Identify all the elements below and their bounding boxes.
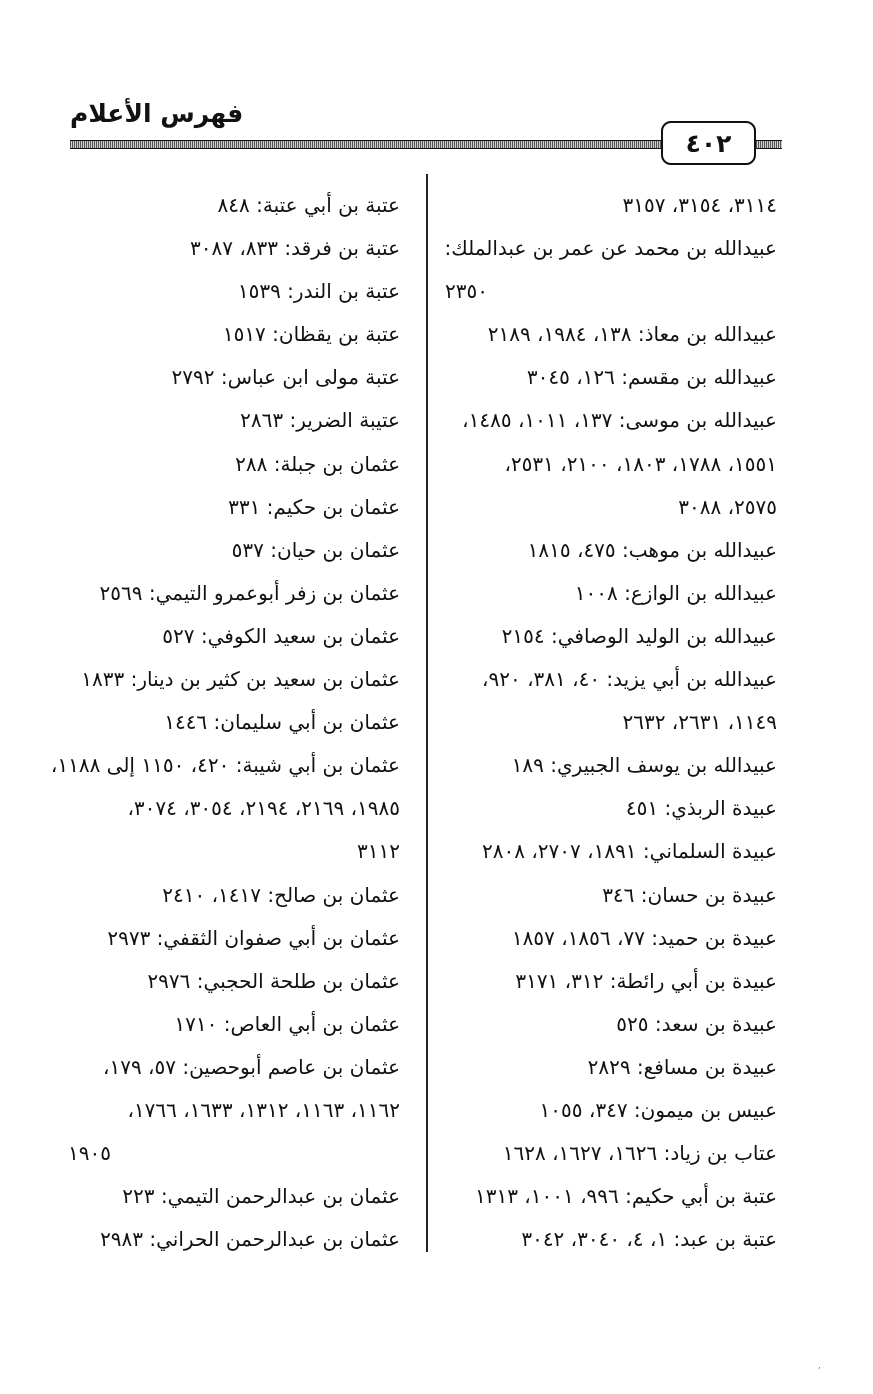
column-divider bbox=[426, 174, 428, 1252]
index-entry-continuation: ١٩٨٥، ٢١٦٩، ٢١٩٤، ٣٠٥٤، ٣٠٧٤، bbox=[127, 796, 400, 821]
index-entry: عثمان بن حكيم: ٣٣١ bbox=[228, 494, 400, 519]
index-entry-continuation: ١١٤٩، ٢٦٣١، ٢٦٣٢ bbox=[622, 710, 777, 735]
index-entry: عتيبة الضرير: ٢٨٦٣ bbox=[240, 408, 400, 433]
index-entry: عبيدالله بن الوازع: ١٠٠٨ bbox=[574, 580, 777, 605]
index-entry: عثمان بن عاصم أبوحصين: ٥٧، ١٧٩، bbox=[102, 1054, 400, 1079]
index-entry: عثمان بن عبدالرحمن التيمي: ٢٢٣ bbox=[122, 1184, 400, 1209]
index-entry: عبيدة بن سعد: ٥٢٥ bbox=[616, 1011, 777, 1036]
index-entry: ٣١١٤، ٣١٥٤، ٣١٥٧ bbox=[622, 193, 777, 217]
index-entry: عثمان بن أبي صفوان الثقفي: ٢٩٧٣ bbox=[107, 925, 400, 950]
index-entry: عبيدالله بن محمد عن عمر بن عبدالملك: bbox=[444, 236, 777, 261]
index-entry: عتبة بن عبد: ١، ٤، ٣٠٤٠، ٣٠٤٢ bbox=[521, 1227, 777, 1252]
page-number: ٤٠٢ bbox=[661, 121, 756, 165]
index-entry-continuation: ٢٣٥٠ bbox=[445, 279, 488, 304]
index-entry-continuation: ١١٦٢، ١١٦٣، ١٣١٢، ١٦٣٣، ١٧٦٦، bbox=[127, 1097, 400, 1122]
left-column bbox=[50, 184, 400, 1261]
index-entry: عثمان بن عبدالرحمن الحراني: ٢٩٨٣ bbox=[100, 1227, 400, 1252]
index-entry: عثمان بن سعيد الكوفي: ٥٢٧ bbox=[162, 623, 400, 648]
index-title: فهرس الأعلام bbox=[70, 99, 244, 128]
index-entry: عبيدالله بن مقسم: ١٢٦، ٣٠٤٥ bbox=[526, 365, 777, 390]
index-entry-continuation: ١٩٠٥ bbox=[68, 1141, 111, 1166]
index-entry: عثمان بن جبلة: ٢٨٨ bbox=[235, 451, 400, 476]
index-entry: عتبة بن أبي عتبة: ٨٤٨ bbox=[217, 193, 400, 217]
index-entry: عثمان بن أبي شيبة: ٤٢٠، ١١٥٠ إلى ١١٨٨، bbox=[50, 753, 400, 778]
index-entry: عبيدالله بن موهب: ٤٧٥، ١٨١٥ bbox=[527, 537, 777, 562]
index-entry: عبيدالله بن يوسف الجبيري: ١٨٩ bbox=[511, 753, 777, 778]
index-entry: عبيدة السلماني: ١٨٩١، ٢٧٠٧، ٢٨٠٨ bbox=[482, 839, 777, 864]
index-entry: عتبة مولى ابن عباس: ٢٧٩٢ bbox=[171, 365, 400, 390]
index-entry: عبيس بن ميمون: ٣٤٧، ١٠٥٥ bbox=[539, 1097, 777, 1122]
index-entry: عبيدة بن أبي رائطة: ٣١٢، ٣١٧١ bbox=[515, 968, 777, 993]
index-entry: عبيدة بن مسافع: ٢٨٢٩ bbox=[587, 1054, 777, 1079]
index-entry: عثمان بن زفر أبوعمرو التيمي: ٢٥٦٩ bbox=[99, 580, 400, 605]
index-entry: عثمان بن أبي العاص: ١٧١٠ bbox=[174, 1011, 400, 1036]
index-entry: عتبة بن الندر: ١٥٣٩ bbox=[237, 279, 400, 304]
index-entry: عتبة بن يقظان: ١٥١٧ bbox=[222, 322, 400, 347]
index-entry: عثمان بن طلحة الحجبي: ٢٩٧٦ bbox=[147, 968, 400, 993]
index-entry-continuation: ٢٥٧٥، ٣٠٨٨ bbox=[678, 494, 777, 519]
right-column bbox=[445, 184, 777, 1261]
index-entry: عبيدة بن حسان: ٣٤٦ bbox=[602, 882, 777, 907]
index-entry: عثمان بن صالح: ١٤١٧، ٢٤١٠ bbox=[162, 882, 400, 907]
index-entry: عثمان بن سعيد بن كثير بن دينار: ١٨٣٣ bbox=[81, 667, 400, 692]
index-entry: عثمان بن حيان: ٥٣٧ bbox=[231, 537, 400, 562]
index-entry-continuation: ٣١١٢ bbox=[357, 839, 400, 864]
index-entry: عتاب بن زياد: ١٦٢٦، ١٦٢٧، ١٦٢٨ bbox=[502, 1141, 777, 1166]
index-entry: عتبة بن فرقد: ٨٣٣، ٣٠٨٧ bbox=[190, 236, 400, 261]
index-entry: عبيدالله بن الوليد الوصافي: ٢١٥٤ bbox=[501, 623, 777, 648]
index-entry: عبيدالله بن أبي يزيد: ٤٠، ٣٨١، ٩٢٠، bbox=[482, 667, 777, 692]
index-entry: عبيدالله بن معاذ: ١٣٨، ١٩٨٤، ٢١٨٩ bbox=[487, 322, 777, 347]
index-entry: عبيدة بن حميد: ٧٧، ١٨٥٦، ١٨٥٧ bbox=[511, 925, 777, 950]
index-entry: عتبة بن أبي حكيم: ٩٩٦، ١٠٠١، ١٣١٣ bbox=[474, 1184, 777, 1209]
scan-mark: ٬ bbox=[818, 1366, 821, 1375]
index-entry-continuation: ١٥٥١، ١٧٨٨، ١٨٠٣، ٢١٠٠، ٢٥٣١، bbox=[504, 451, 777, 476]
index-entry: عثمان بن أبي سليمان: ١٤٤٦ bbox=[164, 710, 400, 735]
index-entry: عبيدالله بن موسى: ١٣٧، ١٠١١، ١٤٨٥، bbox=[462, 408, 777, 433]
index-entry: عبيدة الربذي: ٤٥١ bbox=[625, 796, 777, 821]
